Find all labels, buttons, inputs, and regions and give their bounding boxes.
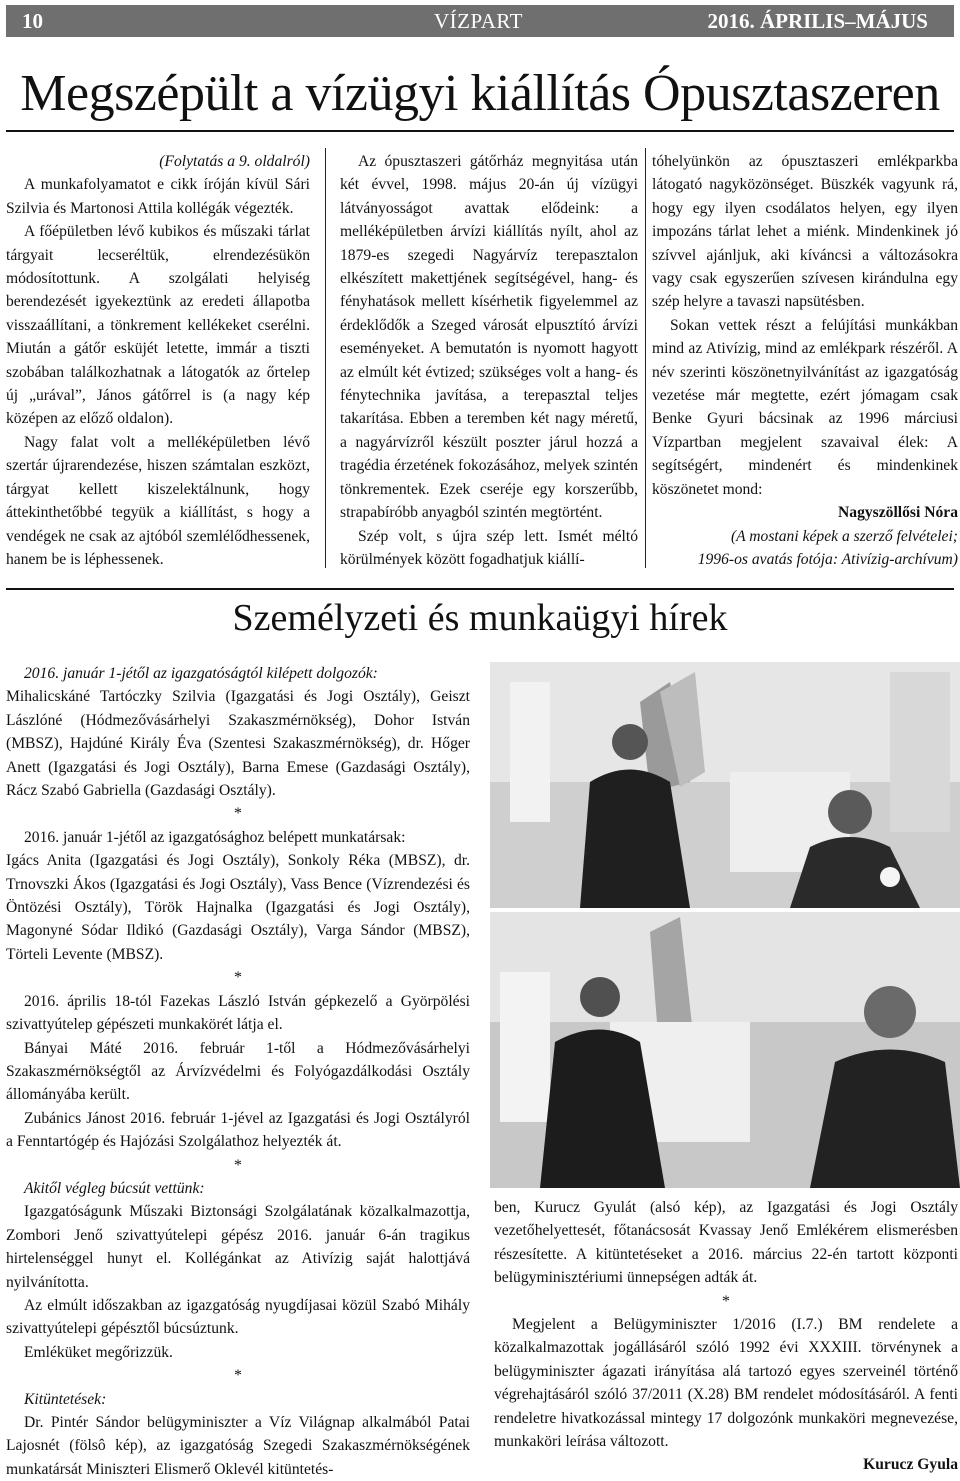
section-title: Személyzeti és munkaügyi hírek <box>232 597 728 639</box>
news-lead: Kitüntetések: <box>24 1390 107 1408</box>
paragraph: A főépületben lévő kubikos és műszaki tárlat tárgyait lecseréltük, elrendezésükön módosítottunk. A szolgálati helyiség berendezését igyekeztünk az eredeti állapotba visszaállítani, a tönkrement kellékeket cserélni. Miután a gátőr esküjét letette, immár a tiszti szobában találkozhatnak a látogatók az őrtelep új „urával”, János gátőrrel is (a nagy kép középen az előző oldalon). <box>6 223 310 428</box>
page-number: 10 <box>22 9 43 33</box>
column-divider <box>645 148 646 568</box>
separator-asterisk: * <box>722 1292 730 1310</box>
paragraph: Zubánics Jánost 2016. február 1-jével az Igazgatási és Jogi Osztályról a Fenntartógép és Hajózási Szolgálathoz helyezték át. <box>6 1109 470 1151</box>
issue-date: 2016. ÁPRILIS–MÁJUS <box>707 9 928 33</box>
column-divider <box>325 148 326 568</box>
separator-asterisk: * <box>234 805 242 823</box>
article-column-1 <box>6 150 310 571</box>
section-rule <box>6 588 954 590</box>
publication-name: VÍZPART <box>434 9 523 33</box>
news-column-right <box>494 1196 958 1477</box>
article-title: Megszépült a vízügyi kiállítás Ópusztaszeren <box>20 65 940 122</box>
paragraph: Emléküket megőrizzük. <box>24 1343 173 1361</box>
award-photo-top <box>490 662 960 908</box>
news-lead: Akitől végleg búcsút vettünk: <box>24 1179 205 1197</box>
award-photo-top-image <box>490 662 960 908</box>
paragraph: Az elmúlt időszakban az igazgatóság nyugdíjasai közül Szabó Mihály szivattyútelepi gépésztől búcsúztunk. <box>6 1296 470 1338</box>
separator-asterisk: * <box>234 1156 242 1174</box>
paragraph: Igazgatóságunk Műszaki Biztonsági Szolgálatának közalkalmazottja, Zombori Jenő szivattyútelepi gépész 2016. január 6-án tragikus hirtelenséggel hunyt el. Kollégánkat az Ativízig saját halottjává nyilvánította. <box>6 1203 470 1291</box>
paragraph: Megjelent a Belügyminiszter 1/2016 (I.7.) BM rendelete a közalkalmazottak jogállásáról szóló 1992 évi XXXIII. törvénynek a belügyminiszter ágazati irányítása alá tartozó egyes szerveinél történő végrehajtásáról szóló 37/2011 (X.28) BM rendelet módosításáról. A fenti rendeletre hivatkozással mintegy 17 dolgozónk munkaköri megnevezése, munkaköri leírása változott. <box>494 1316 958 1451</box>
separator-asterisk: * <box>234 969 242 987</box>
paragraph: tóhelyünkön az ópusztaszeri emlékparkba látogató nagyközönséget. Büszkék vagyunk rá, hogy egy ilyen csodálatos helyen, egy ilyen impozáns tárlat lehet a miénk. Mindenkinek jó szívvel ajánljuk, aki kíváncsi a változásokra vagy csak egyszerűen szívesen kirándulna egy szép helyre a tavaszi napsütésben. <box>652 153 958 311</box>
paragraph: 2016. április 18-tól Fazekas László István gépkezelő a Györpölési szivattyútelep gépészeti munkakörét látja el. <box>6 992 470 1034</box>
paragraph: Dr. Pintér Sándor belügyminiszter a Víz Világnap alkalmából Patai Lajosnét (fölsô kép), az igazgatóság Szegedi Szakaszmérnökségének munkatársát Miniszteri Elismerő Oklevél kitüntetés- <box>6 1414 470 1478</box>
article-column-2 <box>340 150 638 571</box>
article-author: Nagyszöllősi Nóra <box>838 504 958 522</box>
news-author: Kurucz Gyula <box>863 1456 958 1474</box>
page-header <box>6 5 954 37</box>
award-photo-bottom-image <box>490 912 960 1188</box>
news-lead: 2016. január 1-jétől az igazgatósághoz belépett munkatársak: <box>24 828 406 846</box>
photo-credit-line-1: (A mostani képek a szerző felvételei; <box>730 527 958 545</box>
paragraph: ben, Kurucz Gyulát (alsó kép), az Igazgatási és Jogi Osztály vezetőhelyettesét, főtanácsosát Kvassay Jenő Emlékérem elismerésben részesítette. A kitüntetéseket a 2016. március 22-én tartott központi belügyminisztériumi ünnepségen adták át. <box>494 1199 958 1287</box>
paragraph: Szép volt, s újra szép lett. Ismét méltó körülmények között fogadhatjuk kiállí- <box>340 527 638 568</box>
continuation-note: (Folytatás a 9. oldalról) <box>159 153 310 170</box>
photo-credit-line-2: 1996-os avatás fotója: Ativízig-archívum) <box>697 550 958 568</box>
paragraph: Igács Anita (Igazgatási és Jogi Osztály), Sonkoly Réka (MBSZ), dr. Trnovszki Ákos (Igazgatási és Jogi Osztály), Vass Bence (Vízrendezési és Öntözési Osztály), Török Hajnalka (Igazgatási és Jogi Osztály), Magonyné Sódar Ildikó (Gazdasági Osztály), Varga Sándor (MBSZ), Törteli Levente (MBSZ). <box>6 852 470 963</box>
paragraph: Bányai Máté 2016. február 1-től a Hódmezővásárhelyi Szakaszmérnökségtől az Árvízvédelmi és Folyógazdálkodási Osztály állományába került. <box>6 1039 470 1104</box>
paragraph: A munkafolyamatot e cikk íróján kívül Sári Szilvia és Martonosi Attila kollégák végezték. <box>6 176 310 217</box>
paragraph: Nagy falat volt a melléképületben lévő szertár újrarendezése, hiszen számtalan eszközt, tárgyat kellett kiszelektálnunk, hogy áttekinthetőbbé tegyük a kiállítást, s hogy a vendégek ne csak az ajtóból szemlélődhessenek, hanem be is léphessenek. <box>6 433 310 568</box>
paragraph: Mihalicskáné Tartóczky Szilvia (Igazgatási és Jogi Osztály), Geiszt Lászlóné (Hódmezővásárhelyi Szakaszmérnökség), Dohor István (MBSZ), Hajdúné Király Éva (Szentesi Szakaszmérnökség), dr. Hőger Anett (Igazgatási és Jogi Osztály), Barna Emese (Gazdasági Osztály), Rácz Szabó Gabriella (Gazdasági Osztály). <box>6 688 470 800</box>
award-photo-bottom <box>490 912 960 1188</box>
news-lead: 2016. január 1-jétől az igazgatóságtól kilépett dolgozók: <box>24 665 378 682</box>
news-column-left <box>6 662 470 1481</box>
separator-asterisk: * <box>234 1367 242 1385</box>
paragraph: Az ópusztaszeri gátőrház megnyitása után két évvel, 1998. május 20-án új vízügyi látványosságot avattak elődeink: a melléképületben árvízi kiállítás nyílt, ahol az 1879-es szegedi Nagyárvíz terepasztalon elkészített makettjének segítségével, hang- és fényhatások mellett kísérhetik figyelemmel az érdeklődők a Szeged városát elpusztító árvízi eseményeket. A bemutatón is nyomott hagyott az elmúlt két évtized; szükséges volt a hang- és fénytechnika javítása, a terepasztal teljes takarítása. Ebben a teremben két nagy méretű, a nagyárvízről készült poszter járul hozzá a tragédia érzetének fokozásához, melyek szintén tönkrementek. Ezek cseréje egy korszerűbb, strapabíróbb anyagból szintén megtörtént. <box>340 153 638 522</box>
paragraph: Sokan vettek részt a felújítási munkákban mind az Ativízig, mind az emlékpark részéről. A név szerinti köszönetnyilvánítást az igazgatóság vezetése már megtette, ezért jómagam csak Benke Gyuri bácsinak az 1996 márciusi Vízpartban megjelent szavaival élek: A segítségért, mindenért és mindenkinek köszönetet mond: <box>652 316 958 498</box>
title-rule <box>6 130 954 132</box>
article-column-3 <box>652 150 958 571</box>
